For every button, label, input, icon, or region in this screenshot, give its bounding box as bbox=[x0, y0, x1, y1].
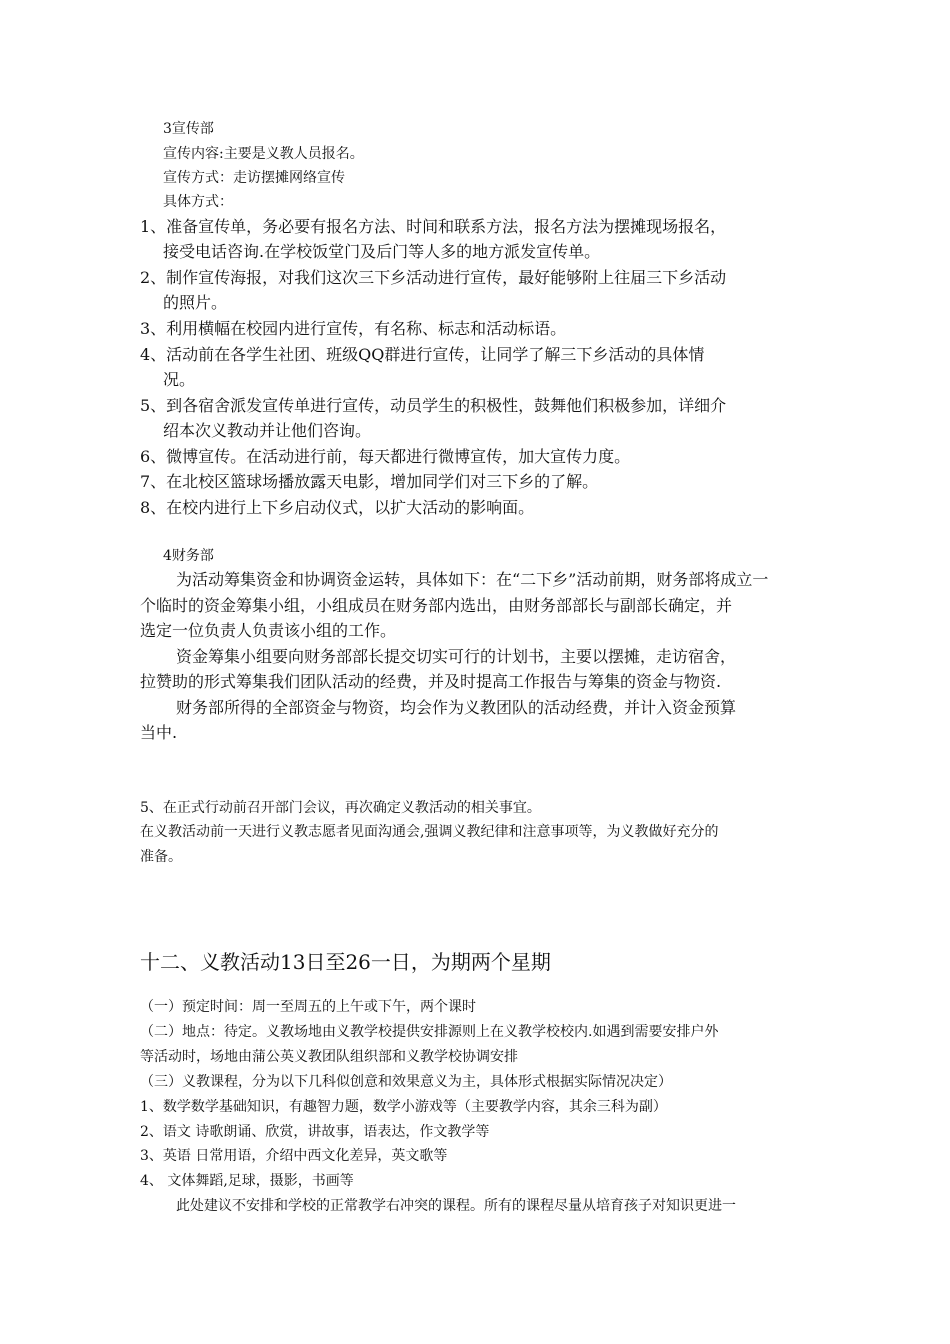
publicity-heading: 3宣传部 bbox=[163, 121, 214, 137]
publicity-content: 宣传内容:主要是义教人员报名。 bbox=[163, 146, 364, 162]
publicity-item-5-line-1: 5、到各宿舍派发宣传单进行宣传，动员学生的积极性，鼓舞他们积极参加，详细介 bbox=[140, 396, 727, 415]
section-12-line-2: （二）地点：待定。义教场地由义教学校提供安排源则上在义教学校校内.如遇到需要安排户外 bbox=[140, 1024, 719, 1040]
finance-heading: 4财务部 bbox=[163, 548, 214, 564]
publicity-specific-label: 具体方式： bbox=[163, 194, 233, 210]
publicity-item-8: 8、在校内进行上下乡启动仪式，以扩大活动的影响面。 bbox=[140, 498, 535, 517]
finance-para-3-line-2: 当中. bbox=[140, 723, 178, 742]
finance-para-1-line-1: 为活动筹集资金和协调资金运转，具体如下：在“二下乡”活动前期，财务部将成立一 bbox=[176, 570, 769, 589]
finance-para-1-line-2: 个临时的资金筹集小组，小组成员在财务部内选出，由财务部部长与副部长确定，并 bbox=[140, 596, 733, 615]
publicity-item-1-line-1: 1、准备宣传单，务必要有报名方法、时间和联系方法，报名方法为摆摊现场报名， bbox=[140, 217, 727, 236]
section-12-line-4: （三）义教课程，分为以下几科似创意和效果意义为主，具体形式根据实际情况决定） bbox=[140, 1074, 672, 1090]
publicity-method: 宣传方式：走访摆摊网络宣传 bbox=[163, 170, 345, 186]
section-12-line-3: 等活动时，场地由蒲公英义教团队组织部和义教学校协调安排 bbox=[140, 1049, 518, 1065]
meeting-line-2: 准备。 bbox=[140, 849, 182, 865]
publicity-item-2-line-2: 的照片。 bbox=[163, 293, 228, 312]
finance-para-1-line-3: 选定一位负责人负责该小组的工作。 bbox=[140, 621, 397, 640]
section-12-line-6: 2、语文 诗歌朗诵、欣赏，讲故事，语表达，作文教学等 bbox=[140, 1124, 490, 1140]
meeting-line-1: 在义教活动前一天进行义教志愿者见面沟通会,强调义教纪律和注意事项等，为义教做好充分的 bbox=[140, 824, 719, 840]
publicity-item-6: 6、微博宣传。在活动进行前，每天都进行微博宣传，加大宣传力度。 bbox=[140, 447, 631, 466]
publicity-item-4-line-1: 4、活动前在各学生社团、班级QQ群进行宣传，让同学了解三下乡活动的具体情 bbox=[140, 345, 705, 364]
publicity-item-7: 7、在北校区篮球场播放露天电影，增加同学们对三下乡的了解。 bbox=[140, 472, 599, 491]
section-12-line-5: 1、数学数学基础知识，有趣智力题，数学小游戏等（主要教学内容，其余三科为副） bbox=[140, 1099, 667, 1115]
publicity-item-3: 3、利用横幅在校园内进行宣传，有名称、标志和活动标语。 bbox=[140, 319, 567, 338]
publicity-item-2-line-1: 2、制作宣传海报，对我们这次三下乡活动进行宣传，最好能够附上往届三下乡活动 bbox=[140, 268, 727, 287]
publicity-item-1-line-2: 接受电话咨询.在学校饭堂门及后门等人多的地方派发宣传单。 bbox=[163, 242, 601, 261]
section-12-title: 十二、义教活动13日至26一日，为期两个星期 bbox=[140, 950, 551, 974]
publicity-item-4-line-2: 况。 bbox=[163, 370, 196, 389]
publicity-item-5-line-2: 绍本次义教动并让他们咨询。 bbox=[163, 421, 372, 440]
section-12-line-7: 3、英语 日常用语，介绍中西文化差异，英文歌等 bbox=[140, 1148, 448, 1164]
section-12-line-9: 此处建议不安排和学校的正常教学右冲突的课程。所有的课程尽量从培育孩子对知识更进一 bbox=[176, 1198, 736, 1214]
finance-para-2-line-2: 拉赞助的形式筹集我们团队活动的经费，并及时提高工作报告与筹集的资金与物资. bbox=[140, 672, 722, 691]
meeting-heading: 5、在正式行动前召开部门会议，再次确定义教活动的相关事宜。 bbox=[140, 800, 541, 816]
finance-para-2-line-1: 资金筹集小组要向财务部部长提交切实可行的计划书，主要以摆摊，走访宿舍， bbox=[176, 647, 737, 666]
finance-para-3-line-1: 财务部所得的全部资金与物资，均会作为义教团队的活动经费，并计入资金预算 bbox=[176, 698, 737, 717]
section-12-line-8: 4、 文体舞蹈,足球，摄影，书画等 bbox=[140, 1173, 354, 1189]
section-12-line-1: （一）预定时间：周一至周五的上午或下午，两个课时 bbox=[140, 999, 476, 1015]
